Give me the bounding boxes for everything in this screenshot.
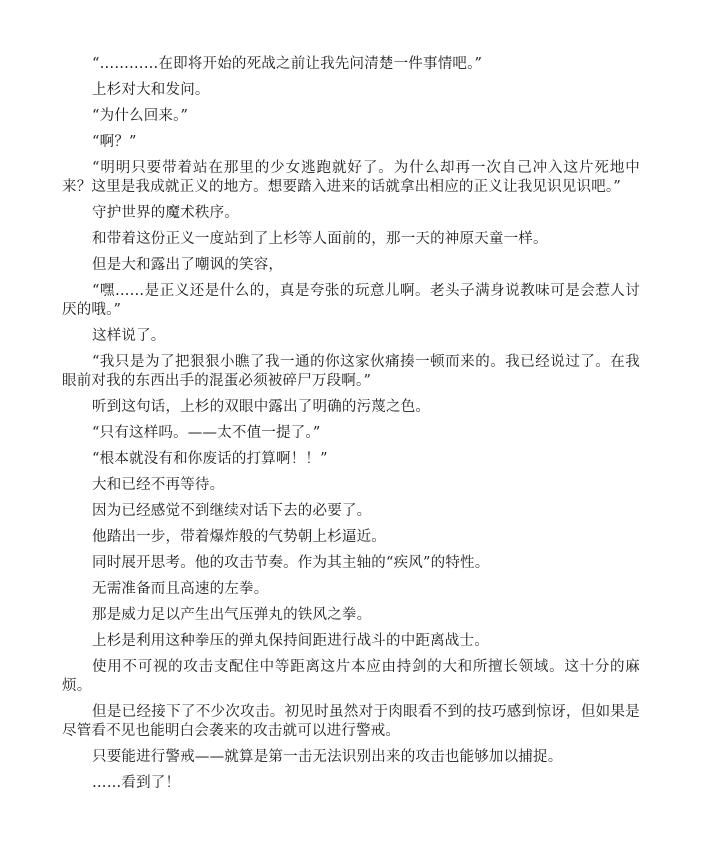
paragraph: “嘿……是正义还是什么的，真是夸张的玩意儿啊。老头子满身说教味可是会惹人讨厌的哦。” — [62, 283, 640, 318]
paragraph: 无需准备而且高速的左拳。 — [92, 581, 269, 597]
paragraph: ……看到了！ — [92, 775, 181, 791]
paragraph: 但是大和露出了嘲讽的笑容， — [92, 257, 284, 273]
paragraph: 和带着这份正义一度站到了上杉等人面前的，那一天的神原天童一样。 — [92, 231, 548, 247]
paragraph: 但是已经接下了不少次攻击。初见时虽然对于肉眼看不到的技巧感到惊讶，但如果是尽管看不见也能明白会袭来的攻击就可以进行警戒。 — [62, 704, 640, 739]
paragraph: 同时展开思考。他的攻击节奏。作为其主轴的“疾风”的特性。 — [92, 555, 490, 571]
paragraph: “我只是为了把狠狠小瞧了我一通的你这家伙痛揍一顿而来的。我已经说过了。在我眼前对我的东西出手的混蛋必须被碎尸万段啊。” — [62, 354, 640, 389]
paragraph: 上杉对大和发问。 — [92, 82, 210, 98]
paragraph: “为什么回来。” — [92, 108, 189, 124]
paragraph: 听到这句话，上杉的双眼中露出了明确的污蔑之色。 — [92, 399, 431, 415]
paragraph: 因为已经感觉不到继续对话下去的必要了。 — [92, 503, 372, 519]
paragraph: 只要能进行警戒——就算是第一击无法识别出来的攻击也能够加以捕捉。 — [92, 749, 563, 765]
paragraph: “根本就没有和你废话的打算啊！！” — [92, 451, 328, 467]
paragraph: 使用不可视的攻击支配住中等距离这片本应由持剑的大和所擅长领域。这十分的麻烦。 — [62, 659, 640, 694]
paragraph: 这样说了。 — [92, 328, 166, 344]
paragraph: 大和已经不再等待。 — [92, 477, 225, 493]
paragraph: “啊？” — [92, 134, 137, 150]
paragraph: “…………在即将开始的死战之前让我先问清楚一件事情吧。” — [92, 56, 483, 72]
paragraph: 守护世界的魔术秩序。 — [92, 205, 239, 221]
document-body — [62, 55, 640, 800]
paragraph: “明明只要带着站在那里的少女逃跑就好了。为什么却再一次自己冲入这片死地中来？这里是我成就正义的地方。想要踏入进来的话就拿出相应的正义让我见识见识吧。” — [62, 160, 640, 195]
paragraph: 他踏出一步，带着爆炸般的气势朝上杉逼近。 — [92, 529, 386, 545]
paragraph: 上杉是利用这种拳压的弹丸保持间距进行战斗的中距离战士。 — [92, 633, 489, 649]
paragraph: “只有这样吗。——太不值一提了。” — [92, 425, 321, 441]
paragraph: 那是威力足以产生出气压弹丸的铁风之拳。 — [92, 607, 372, 623]
